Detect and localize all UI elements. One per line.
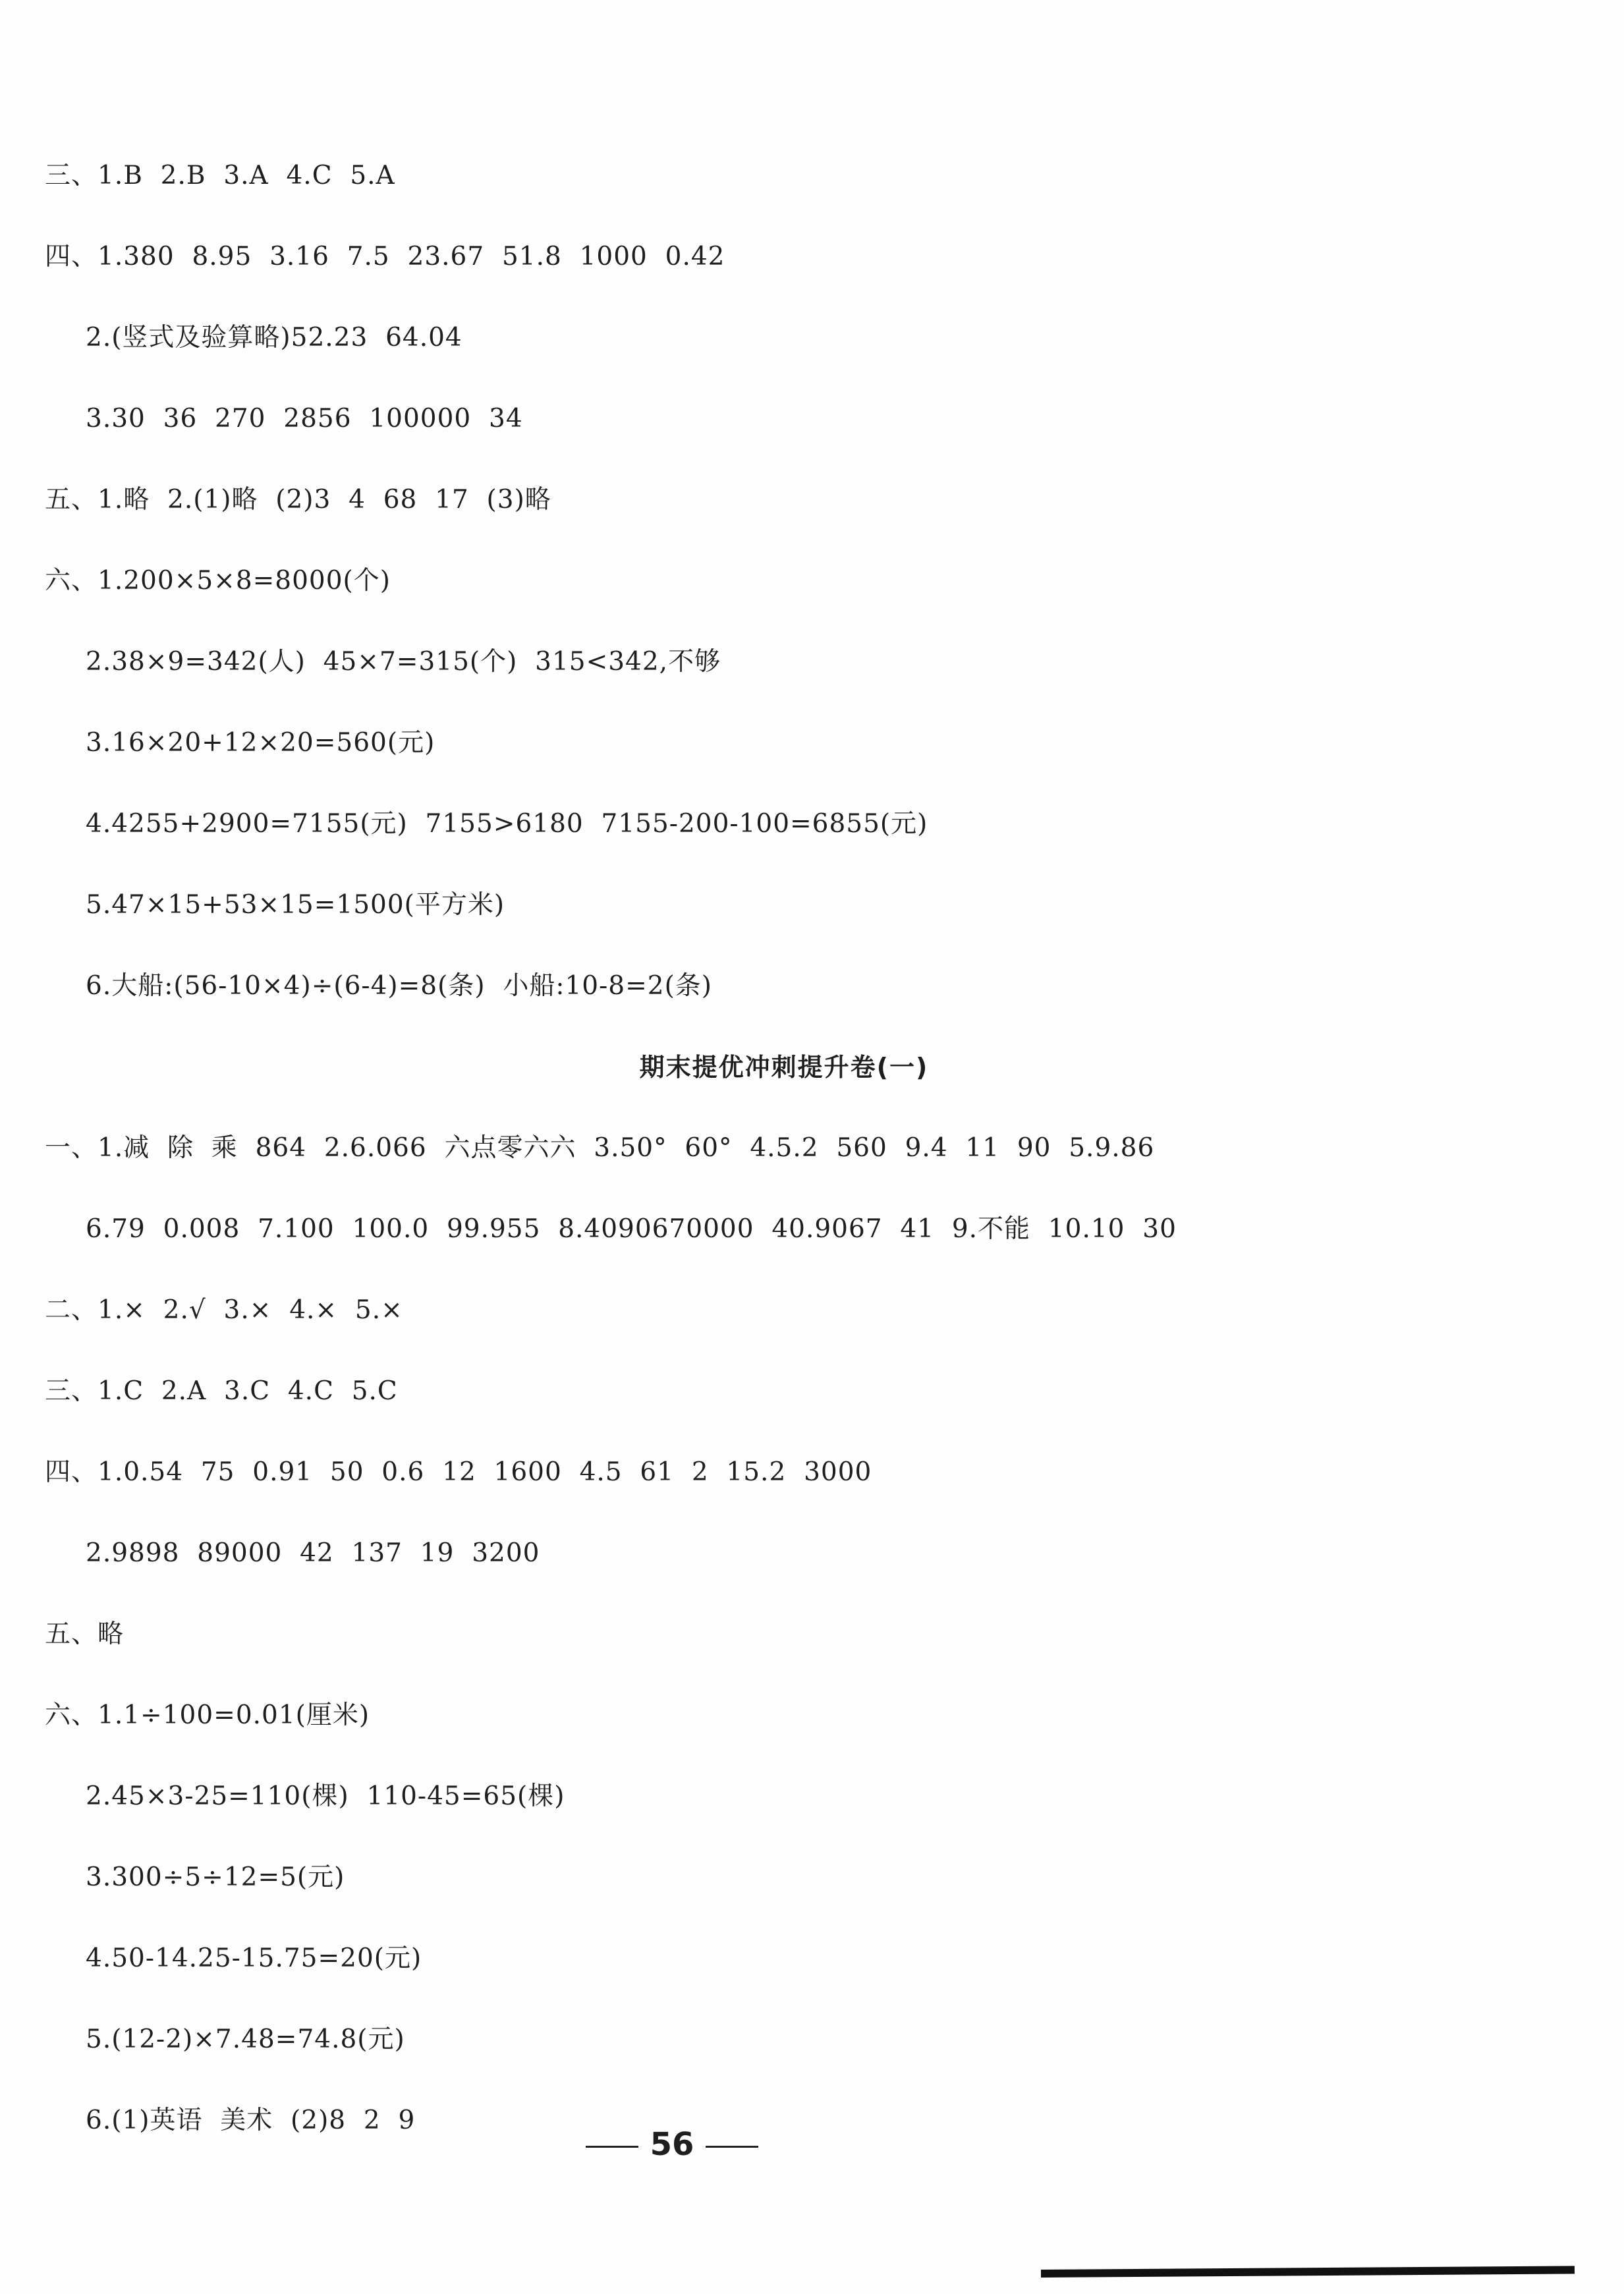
answer-line-section-6-q6: 6.大船:(56-10×4)÷(6-4)=8(条) 小船:10-8=2(条) bbox=[86, 971, 713, 1001]
answer-line-section-6-q5: 5.47×15+53×15=1500(平方米) bbox=[86, 890, 505, 920]
answer-line-part2: 二、1.× 2.√ 3.× 4.× 5.× bbox=[45, 1295, 403, 1325]
answer-line-part3: 三、1.C 2.A 3.C 4.C 5.C bbox=[45, 1376, 398, 1406]
answer-line-section-6-q3: 3.16×20+12×20=560(元) bbox=[86, 728, 435, 758]
answer-line-part1-b: 6.79 0.008 7.100 100.0 99.955 8.4090670000 40.9067 41 9.不能 10.10 30 bbox=[86, 1214, 1177, 1244]
answer-line-section-6-q2: 2.38×9=342(人) 45×7=315(个) 315<342,不够 bbox=[86, 647, 721, 677]
scan-edge-shadow bbox=[1041, 2266, 1575, 2278]
right-dash bbox=[706, 2146, 758, 2148]
section-title: 期末提优冲刺提升卷(一) bbox=[639, 1053, 929, 1082]
answer-line-section-4-q1: 四、1.380 8.95 3.16 7.5 23.67 51.8 1000 0.42 bbox=[45, 242, 725, 271]
answer-line-part6-q5: 5.(12-2)×7.48=74.8(元) bbox=[86, 2025, 405, 2054]
answer-line-part6-q3: 3.300÷5÷12=5(元) bbox=[86, 1862, 345, 1892]
page-number: 56 bbox=[650, 2126, 694, 2163]
answer-line-part6-q4: 4.50-14.25-15.75=20(元) bbox=[86, 1944, 422, 1973]
answer-line-part5: 五、略 bbox=[45, 1619, 125, 1649]
answer-line-section-6-q4: 4.4255+2900=7155(元) 7155>6180 7155-200-100=6855(元) bbox=[86, 809, 928, 839]
page-number-footer bbox=[0, 2125, 1344, 2164]
answer-line-part6-q1: 六、1.1÷100=0.01(厘米) bbox=[45, 1700, 370, 1730]
answer-line-part6-q2: 2.45×3-25=110(棵) 110-45=65(棵) bbox=[86, 1781, 565, 1811]
answer-line-part6-q6: 6.(1)英语 美术 (2)8 2 9 bbox=[86, 2106, 416, 2135]
answer-line-section-4-q3: 3.30 36 270 2856 100000 34 bbox=[86, 404, 523, 434]
answer-line-part4-q1: 四、1.0.54 75 0.91 50 0.6 12 1600 4.5 61 2 15.2 3000 bbox=[45, 1457, 872, 1487]
answer-line-part4-q2: 2.9898 89000 42 137 19 3200 bbox=[86, 1538, 540, 1568]
answer-line-section-6-q1: 六、1.200×5×8=8000(个) bbox=[45, 566, 391, 596]
answer-line-section-4-q2: 2.(竖式及验算略)52.23 64.04 bbox=[86, 323, 462, 352]
answer-line-section-5: 五、1.略 2.(1)略 (2)3 4 68 17 (3)略 bbox=[45, 485, 551, 515]
left-dash bbox=[586, 2146, 638, 2148]
answer-line-section-3: 三、1.B 2.B 3.A 4.C 5.A bbox=[45, 161, 395, 190]
answer-line-part1-a: 一、1.减 除 乘 864 2.6.066 六点零六六 3.50° 60° 4.5.2 560 9.4 11 90 5.9.86 bbox=[45, 1133, 1155, 1163]
